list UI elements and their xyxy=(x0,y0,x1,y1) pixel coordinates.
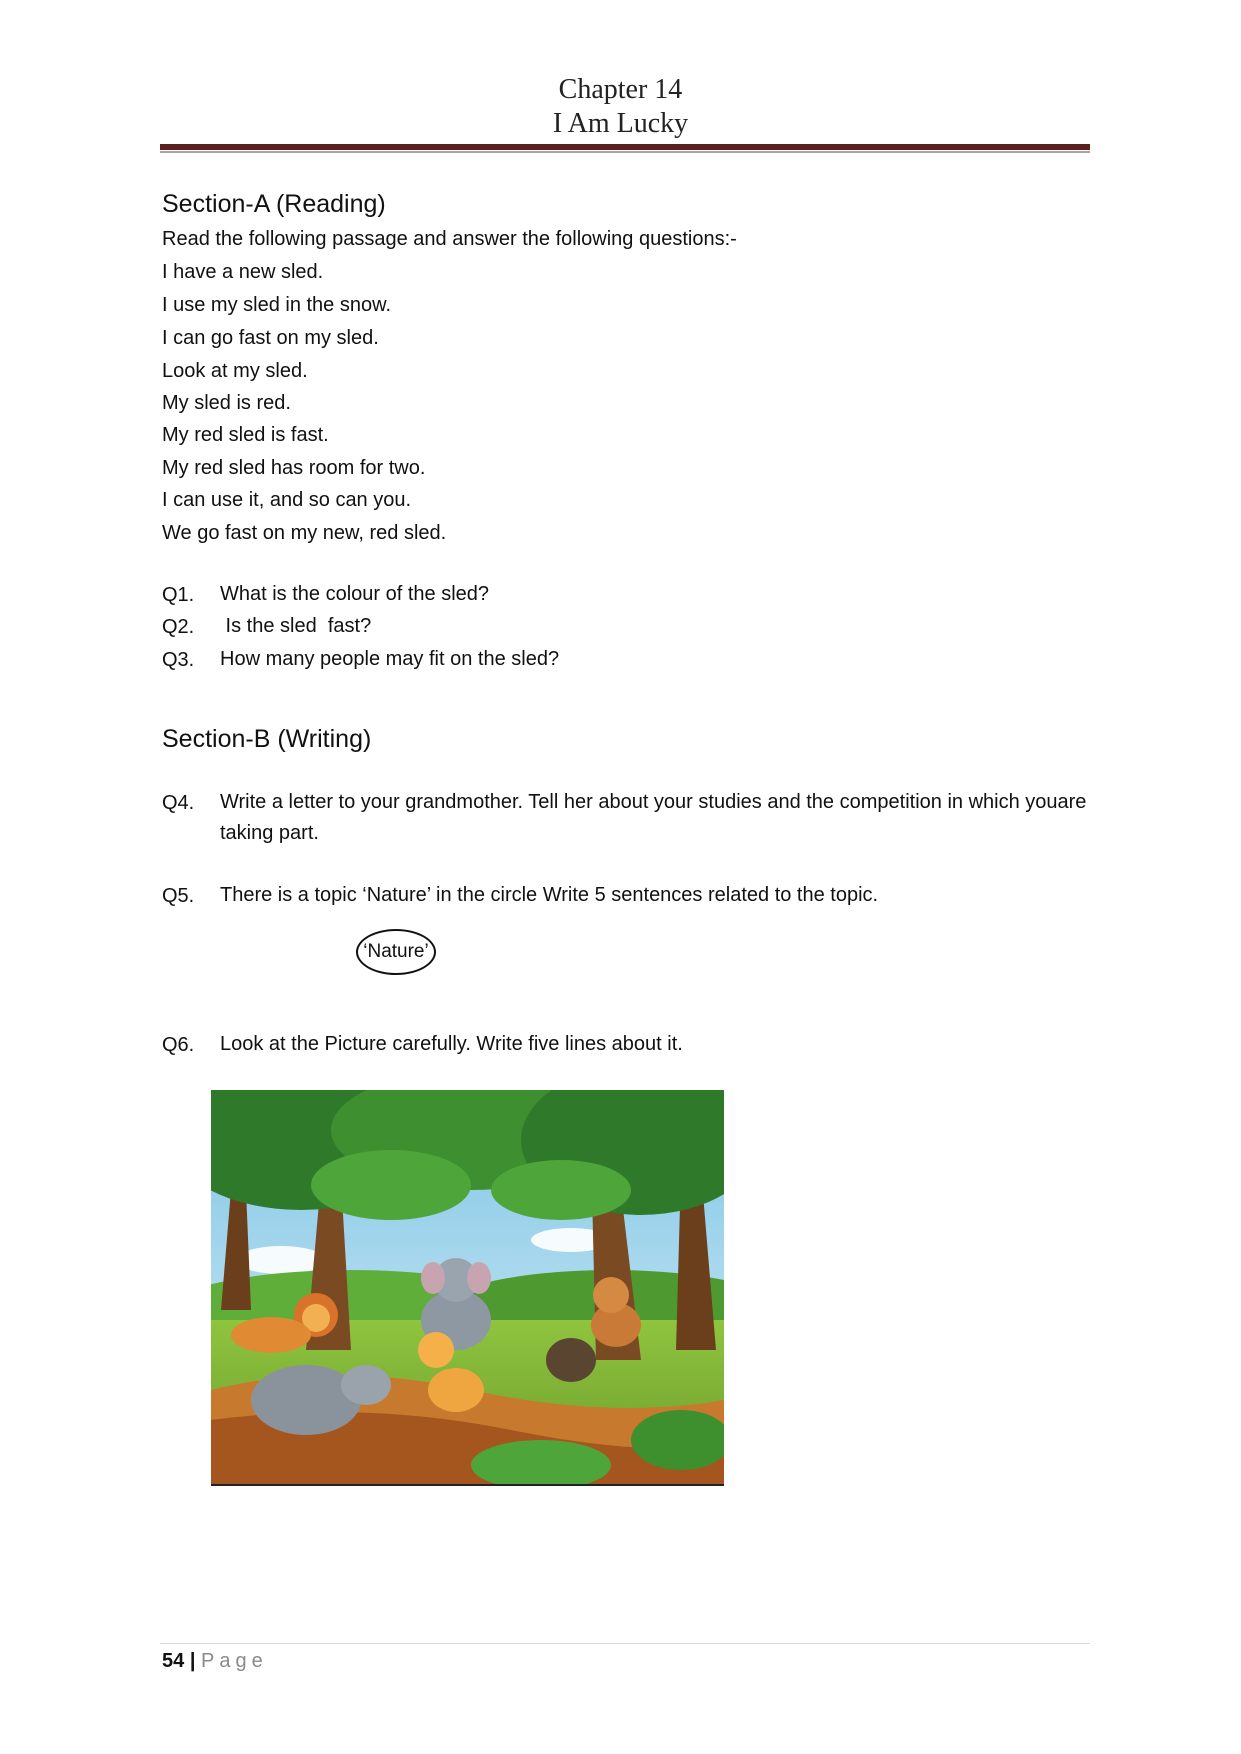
header-rule xyxy=(160,144,1090,150)
question-number: Q2. xyxy=(162,616,195,638)
header-rule-shadow xyxy=(160,151,1090,153)
chapter-number: Chapter 14 xyxy=(558,74,683,105)
question-number: Q1. xyxy=(162,584,195,606)
section-b-heading: Section-B (Writing) xyxy=(162,725,372,753)
passage-line: My red sled is fast. xyxy=(162,424,329,446)
passage-line: Look at my sled. xyxy=(162,360,308,382)
page-footer xyxy=(162,1650,268,1673)
question-number: Q3. xyxy=(162,649,195,671)
question-text: What is the colour of the sled? xyxy=(220,583,490,605)
question-number: Q6. xyxy=(162,1034,195,1056)
question-text: Write a letter to your grandmother. Tell her about your studies and the competition in which youare taking part. xyxy=(220,791,1087,844)
passage-line: I use my sled in the snow. xyxy=(162,294,392,316)
question-text: How many people may fit on the sled? xyxy=(220,648,560,670)
passage-line: I can use it, and so can you. xyxy=(162,489,412,511)
section-a-heading: Section-A (Reading) xyxy=(162,190,386,218)
reading-instruction: Read the following passage and answer the following questions:- xyxy=(162,228,737,250)
forest-animals-picture xyxy=(211,1090,724,1486)
footer-separator: | xyxy=(189,1650,196,1672)
passage-line: My red sled has room for two. xyxy=(162,457,426,479)
passage-line: We go fast on my new, red sled. xyxy=(162,522,447,544)
question-number: Q5. xyxy=(162,885,195,907)
nature-topic-label: ‘Nature’ xyxy=(363,941,429,962)
passage-line: I have a new sled. xyxy=(162,261,324,283)
passage-line: My sled is red. xyxy=(162,392,291,414)
question-number: Q4. xyxy=(162,792,195,814)
question-text: Is the sled fast? xyxy=(220,615,372,637)
chapter-title: I Am Lucky xyxy=(552,108,689,139)
page-label: Page xyxy=(200,1650,268,1672)
page-number: 54 xyxy=(162,1650,185,1672)
question-text: There is a topic ‘Nature’ in the circle Write 5 sentences related to the topic. xyxy=(220,884,879,906)
nature-topic-circle xyxy=(356,929,436,975)
passage-line: I can go fast on my sled. xyxy=(162,327,379,349)
question-text: Look at the Picture carefully. Write five lines about it. xyxy=(220,1033,683,1055)
footer-rule xyxy=(160,1643,1090,1644)
